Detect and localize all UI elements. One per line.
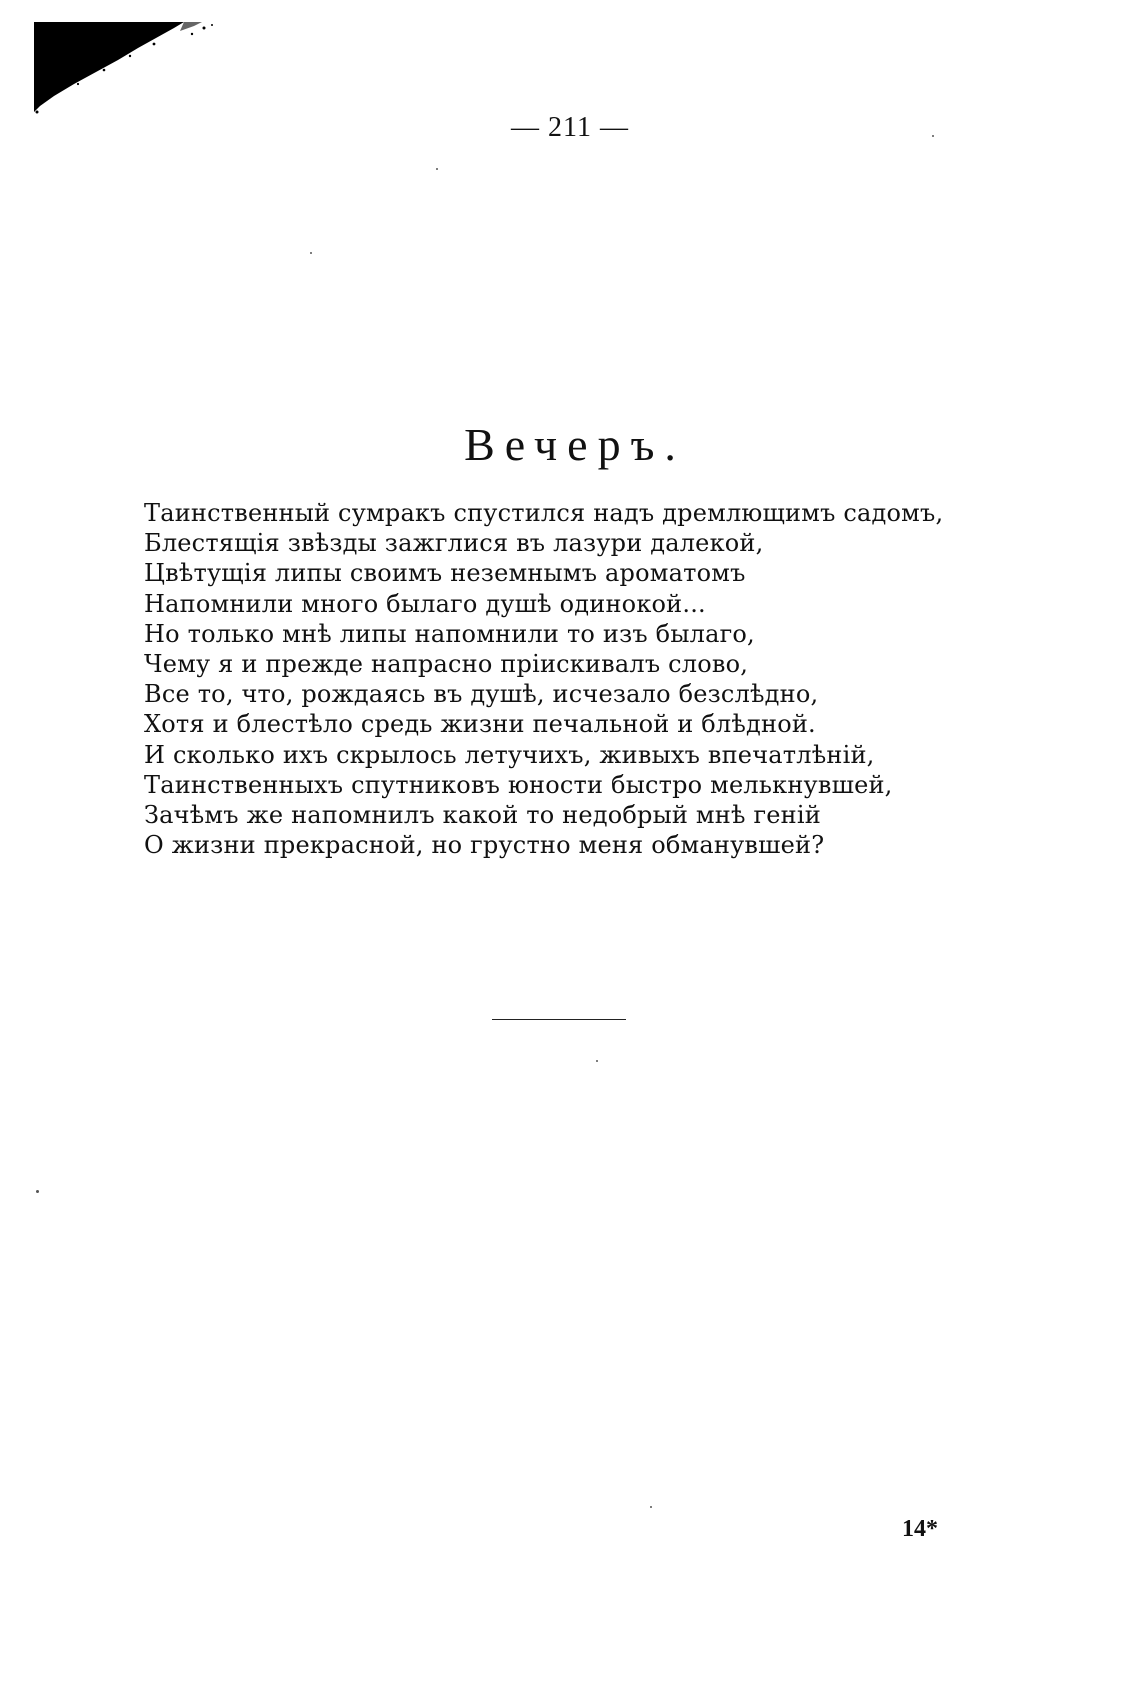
scan-speck xyxy=(932,135,934,137)
poem-title: Вечеръ. xyxy=(464,419,686,470)
poem-body xyxy=(144,498,1024,860)
scan-shadow-corner xyxy=(34,22,224,114)
poem-line: И сколько ихъ скрылось летучихъ, живыхъ впечатлѣній, xyxy=(144,740,875,769)
poem-line: Таинственныхъ спутниковъ юности быстро мелькнувшей, xyxy=(144,770,893,799)
scan-speck xyxy=(36,1190,39,1193)
poem-line: О жизни прекрасной, но грустно меня обманувшей? xyxy=(144,831,825,860)
section-divider xyxy=(492,1019,626,1020)
page-number: — 211 — xyxy=(511,112,629,143)
scan-speck xyxy=(310,252,312,254)
scan-speck xyxy=(596,1060,598,1062)
poem-line: Хотя и блестѣло средь жизни печальной и блѣдной. xyxy=(144,710,816,739)
poem-line: Таинственный сумракъ спустился надъ дремлющимъ садомъ, xyxy=(144,499,944,527)
poem-line: Блестящія звѣзды зажглися въ лазури далекой, xyxy=(144,529,764,558)
scan-speck xyxy=(650,1506,652,1508)
poem-line: Зачѣмъ же напомнилъ какой то недобрый мнѣ геній xyxy=(144,801,821,830)
poem-line: Но только мнѣ липы напомнили то изъ былаго, xyxy=(144,619,755,648)
poem-line: Все то, что, рождаясь въ душѣ, исчезало безслѣдно, xyxy=(144,680,819,709)
scan-speck xyxy=(436,168,438,170)
printer-signature-mark: 14* xyxy=(902,1516,938,1542)
poem-line: Напомнили много былаго душѣ одинокой... xyxy=(144,589,706,618)
poem-line: Цвѣтущія липы своимъ неземнымъ ароматомъ xyxy=(144,559,746,588)
poem-line: Чему я и прежде напрасно пріискивалъ слово, xyxy=(144,650,749,679)
